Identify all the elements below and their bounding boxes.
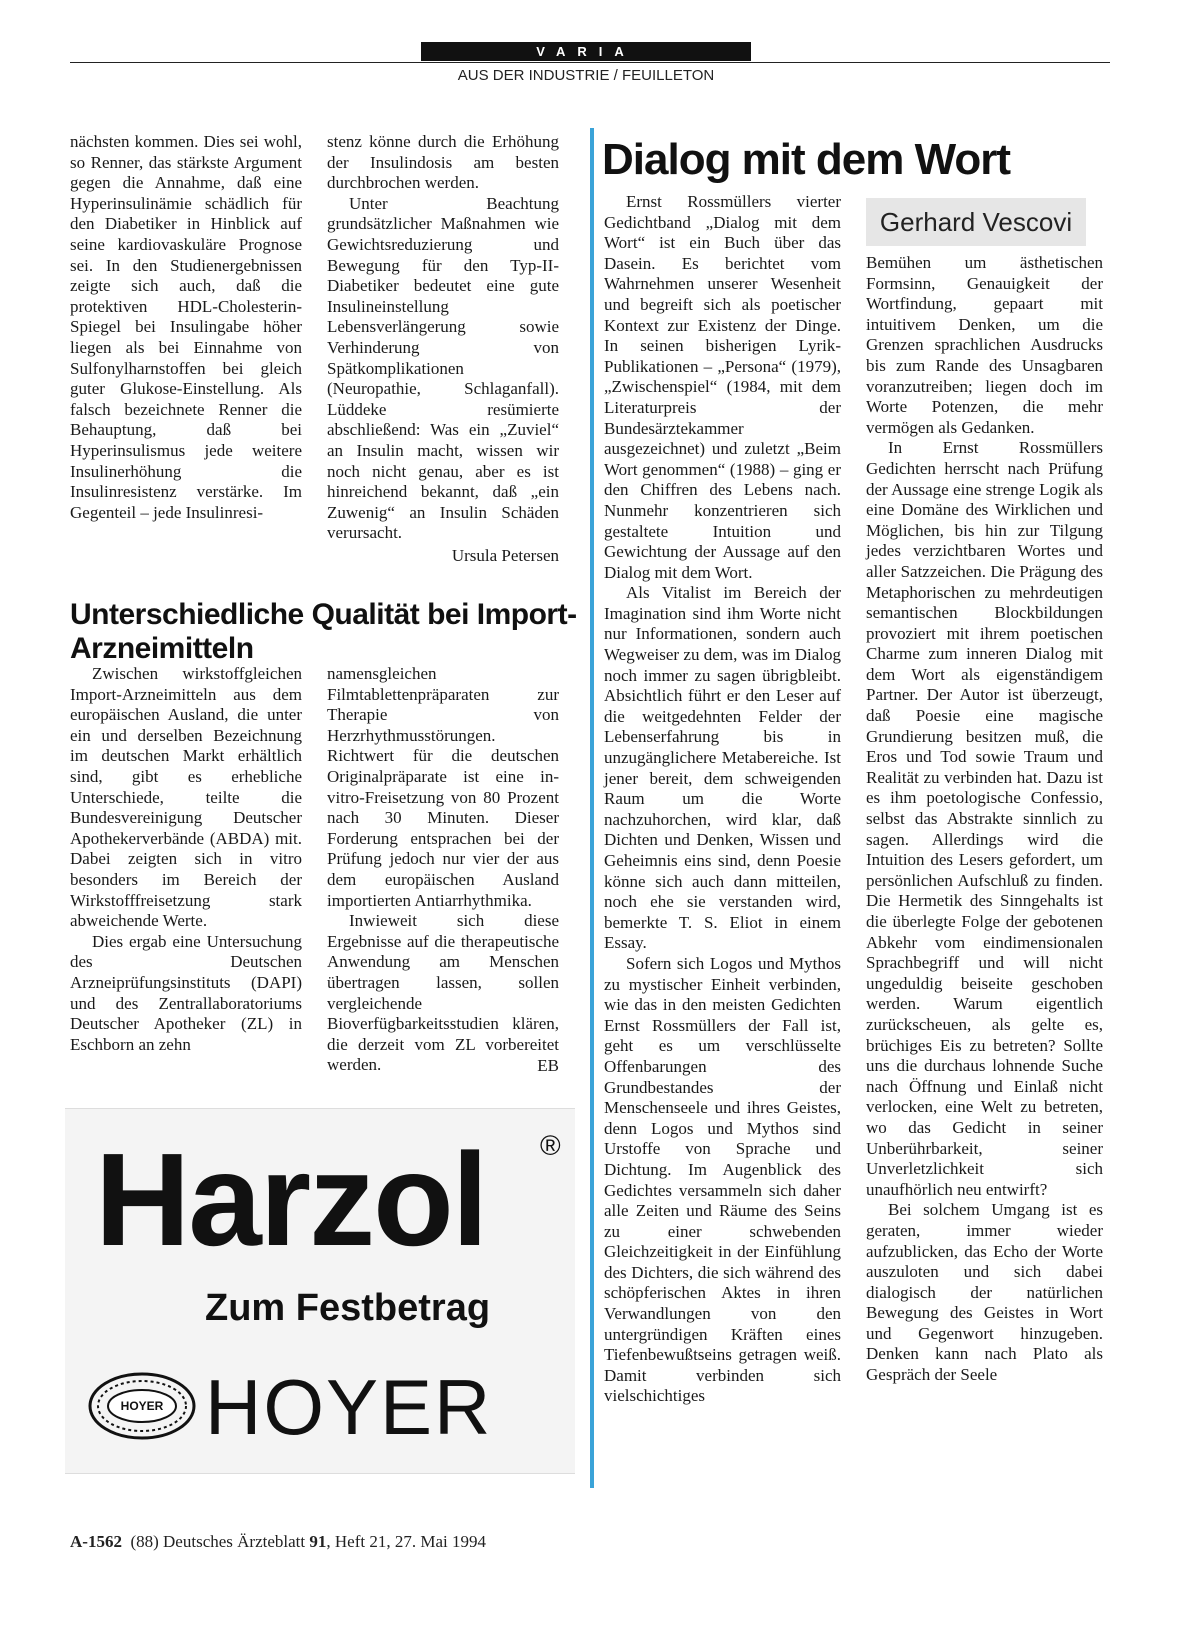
hoyer-logo-icon [87,1371,197,1441]
paragraph: Bei solchem Umgang ist es geraten, immer wieder aufzublicken, das Echo der Worte auszuloten und sich dabei dialogisch der natürlichen Bewegung des Geistes in Wort und Gegenwort hinzugeben. Denken kann nach Plato als Gespräch der Seele [866,1200,1103,1385]
page-footer [70,1531,630,1553]
volume-number: 91 [309,1532,327,1551]
paragraph: stenz könne durch die Erhöhung der Insulindosis am besten durchbrochen werden. [327,132,559,193]
paragraph: Zwischen wirkstoffgleichen Import-Arzneimitteln aus dem europäischen Ausland, die unter ein und derselben Bezeichnung im deutschen Markt erhältlich sind, gibt es erhebliche Unterschiede, teilte die Bundesvereinigung Deutscher Apothekerverbände (ABDA) mit. Dabei zeigten sich in vitro besonders im Bereich der Wirkstofffreisetzung stark abweichende Werte. [70,664,302,931]
ad-brand: Harzol [95,1126,487,1273]
paragraph: Unter Beachtung grundsätzlicher Maßnahmen wie Gewichtsreduzierung und Bewegung für den Typ-II-Diabetiker bedeutet eine gute Insulineinstellung Lebensverlängerung sowie Verhinderung von Spätkomplikationen (Neuropathie, Schlaganfall). Lüddeke resümierte abschließend: Was ein „Zuviel“ an Insulin macht, wissen wir noch nicht genau, aber es ist hinreichend bekannt, daß „ein Zuwenig“ an Insulin Schäden verursacht. [327,193,559,543]
registered-mark: ® [540,1130,561,1161]
column-divider [590,128,594,1488]
journal-name: Deutsches Ärzteblatt [163,1532,306,1551]
logo-text: HOYER [120,1399,164,1413]
article3-headline: Dialog mit dem Wort [602,135,1010,184]
article3-column-2 [866,253,1103,1386]
paragraph: Ernst Rossmüllers vierter Gedichtband „Dialog mit dem Wort“ ist ein Buch über das Dasein. Es berichtet vom Wahrnehmen unserer Wesenheit und begreift sich als poetischer Kontext zur Existenz der Dinge. In seinen bisherigen Lyrik-Publikationen – „Persona“ (1979), „Zwischenspiel“ (1984, mit dem Literaturpreis der Bundesärztekammer ausgezeichnet) und zuletzt „Beim Wort genommen“ (1988) – ging er den Chiffren des Lebens nach. Nunmehr konzentrieren sich gestaltete Intuition und Gewichtung der Aussage auf den Dialog mit dem Wort. [604,192,841,582]
section-tag: VARIA [421,42,751,61]
ad-tagline: Zum Festbetrag [205,1287,491,1329]
paragraph: nächsten kommen. Dies sei wohl, so Renner, das stärkste Argument gegen die Annahme, daß eine Hyperinsulinämie schädlich für den Diabetiker in Hinblick auf seine kardiovaskuläre Prognose sei. In den Studienergebnissen zeigte sich auch, daß die protektiven HDL-Cholesterin-Spiegel bei Insulingabe höher liegen als bei Einnahme von Sulfonylharnstoffen bei gleich guter Glukose-Einstellung. Als falsch bezeichnete Renner die Behauptung, daß bei Hyperinsulismus jede weitere Insulinerhöhung die Insulinresistenz verstärke. Im Gegenteil – jede Insulinresi- [70,132,302,522]
paragraph: Als Vitalist im Bereich der Imagination sind ihm Worte nicht nur Informationen, sondern auch Wegweiser zu dem, was im Dialog noch immer zu sagen übrigbleibt. Absichtlich führt er den Leser auf die weitgedehnten Felder der Lebenserfahrung bis in unzugänglichere Metabereiche. Ist jener bereit, dem schweigenden Raum um die Worte nachzuhorchen, wird klar, daß Dichten und Denken, Wissen und Geheimnis eins sind, denn Poesie könne sich auch dann mitteilen, noch ehe sie verstanden wird, bemerkte T. S. Eliot in einem Essay. [604,583,841,953]
section-label: AUS DER INDUSTRIE / FEUILLETON [457,67,715,84]
paragraph: namensgleichen Filmtablettenpräparaten zur Therapie von Herzrhythmusstörungen. Richtwert für die deutschen Originalpräparate ist eine in-vitro-Freisetzung von 80 Prozent nach 30 Minuten. Dieser Forderung entsprachen bei der Prüfung jedoch nur vier der aus dem europäischen Ausland importierten Antiarrhythmika. [327,664,559,910]
page-number: (88) [130,1532,159,1551]
issue-info: , Heft 21, 27. Mai 1994 [326,1532,486,1551]
article2-signature: EB [537,1055,559,1075]
ad-company: HOYER [205,1363,493,1451]
article3-column-1 [604,192,841,1407]
article2-column-2 [327,664,559,1076]
article1-column-1 [70,132,302,523]
author-byline: Gerhard Vescovi [866,198,1086,246]
paragraph: Dies ergab eine Untersuchung des Deutschen Arzneiprüfungsinstituts (DAPI) und des Zentrallaboratoriums Deutscher Apotheker (ZL) in Eschborn an zehn [70,931,302,1054]
paragraph: Bemühen um ästhetischen Formsinn, Genauigkeit der Wortfindung, gepaart mit intuitivem Denken, um die Grenzen sprachlichen Ausdrucks bis zum Rande des Unsagbaren voranzutreiben; liegen doch im Worte Potenzen, die mehr vermögen als Gedanken. [866,253,1103,437]
paragraph: Inwieweit sich diese Ergebnisse auf die therapeutische Anwendung am Menschen übertragen lassen, sollen vergleichende Bioverfügbarkeitsstudien klären, die derzeit vom ZL vorbereitet werden. [327,911,559,1075]
advertisement [65,1108,575,1474]
page-code: A-1562 [70,1532,122,1551]
header-rule [70,62,1110,63]
article1-column-2 [327,132,559,566]
paragraph: In Ernst Rossmüllers Gedichten herrscht nach Prüfung der Aussage eine strenge Logik als eine Domäne des Wirklichen und Möglichen, bis hin zur Tilgung jedes verzichtbaren Wortes und aller Satzzeichen. Die Prägung des Metaphorischen zu mehrdeutigen semantischen Blockbildungen provoziert mit ihrem poetischen Charme zum inneren Dialog mit dem Wort als eigenständigem Partner. Der Autor ist überzeugt, daß Poesie eine magische Grundierung besitzen muß, die Eros und Tod sowie Traum und Realität zu verbinden hat. Dazu ist es ihm poetologische Confessio, selbst das Abstrakte sinnlich zu sagen. Allerdings wird die Intuition des Lesers gefordert, um persönlichen Aufschluß zu finden. Die Hermetik des Sinngehalts ist die überlegte Folge der gebotenen Abkehr vom eindimensionalen Sprachbegriff und will nicht ungeduldig beiseite geschoben werden. Warum eigentlich zurückscheuen, als gelte es, brüchiges Eis zu betreten? Sollte uns die durchaus lohnende Suche nach Öffnung und Einlaß nicht verlocken, eine Welt zu betreten, wo das Gedicht in seiner Unberührbarkeit, seiner Unverletzlichkeit sich unaufhörlich neu entwirft? [866,438,1103,1199]
article2-column-1 [70,664,302,1055]
article1-signature: Ursula Petersen [451,545,559,565]
paragraph: Sofern sich Logos und Mythos zu mystischer Einheit verbinden, wie das in den meisten Gedichten Ernst Rossmüllers der Fall ist, geht es um verschlüsselte Offenbarungen des Grundbestandes der Menschenseele und ihres Geistes, denn Logos und Mythos sind Urstoffe von Sprache und Dichtung. Im Augenblick des Gedichtes versammeln sich daher alle Zeiten und Räume des Seins zu einer schwebenden Gleichzeitigkeit in der Einfühlung des Dichters, die sich während des schöpferischen Aktes in ihren Verwandlungen von den untergründigen Kräften eines Tiefenbewußtseins getragen weiß. Damit verbinden sich vielschichtiges [604,953,841,1406]
article2-headline: Unterschiedliche Qualität bei Import-Arzneimitteln [70,598,577,665]
